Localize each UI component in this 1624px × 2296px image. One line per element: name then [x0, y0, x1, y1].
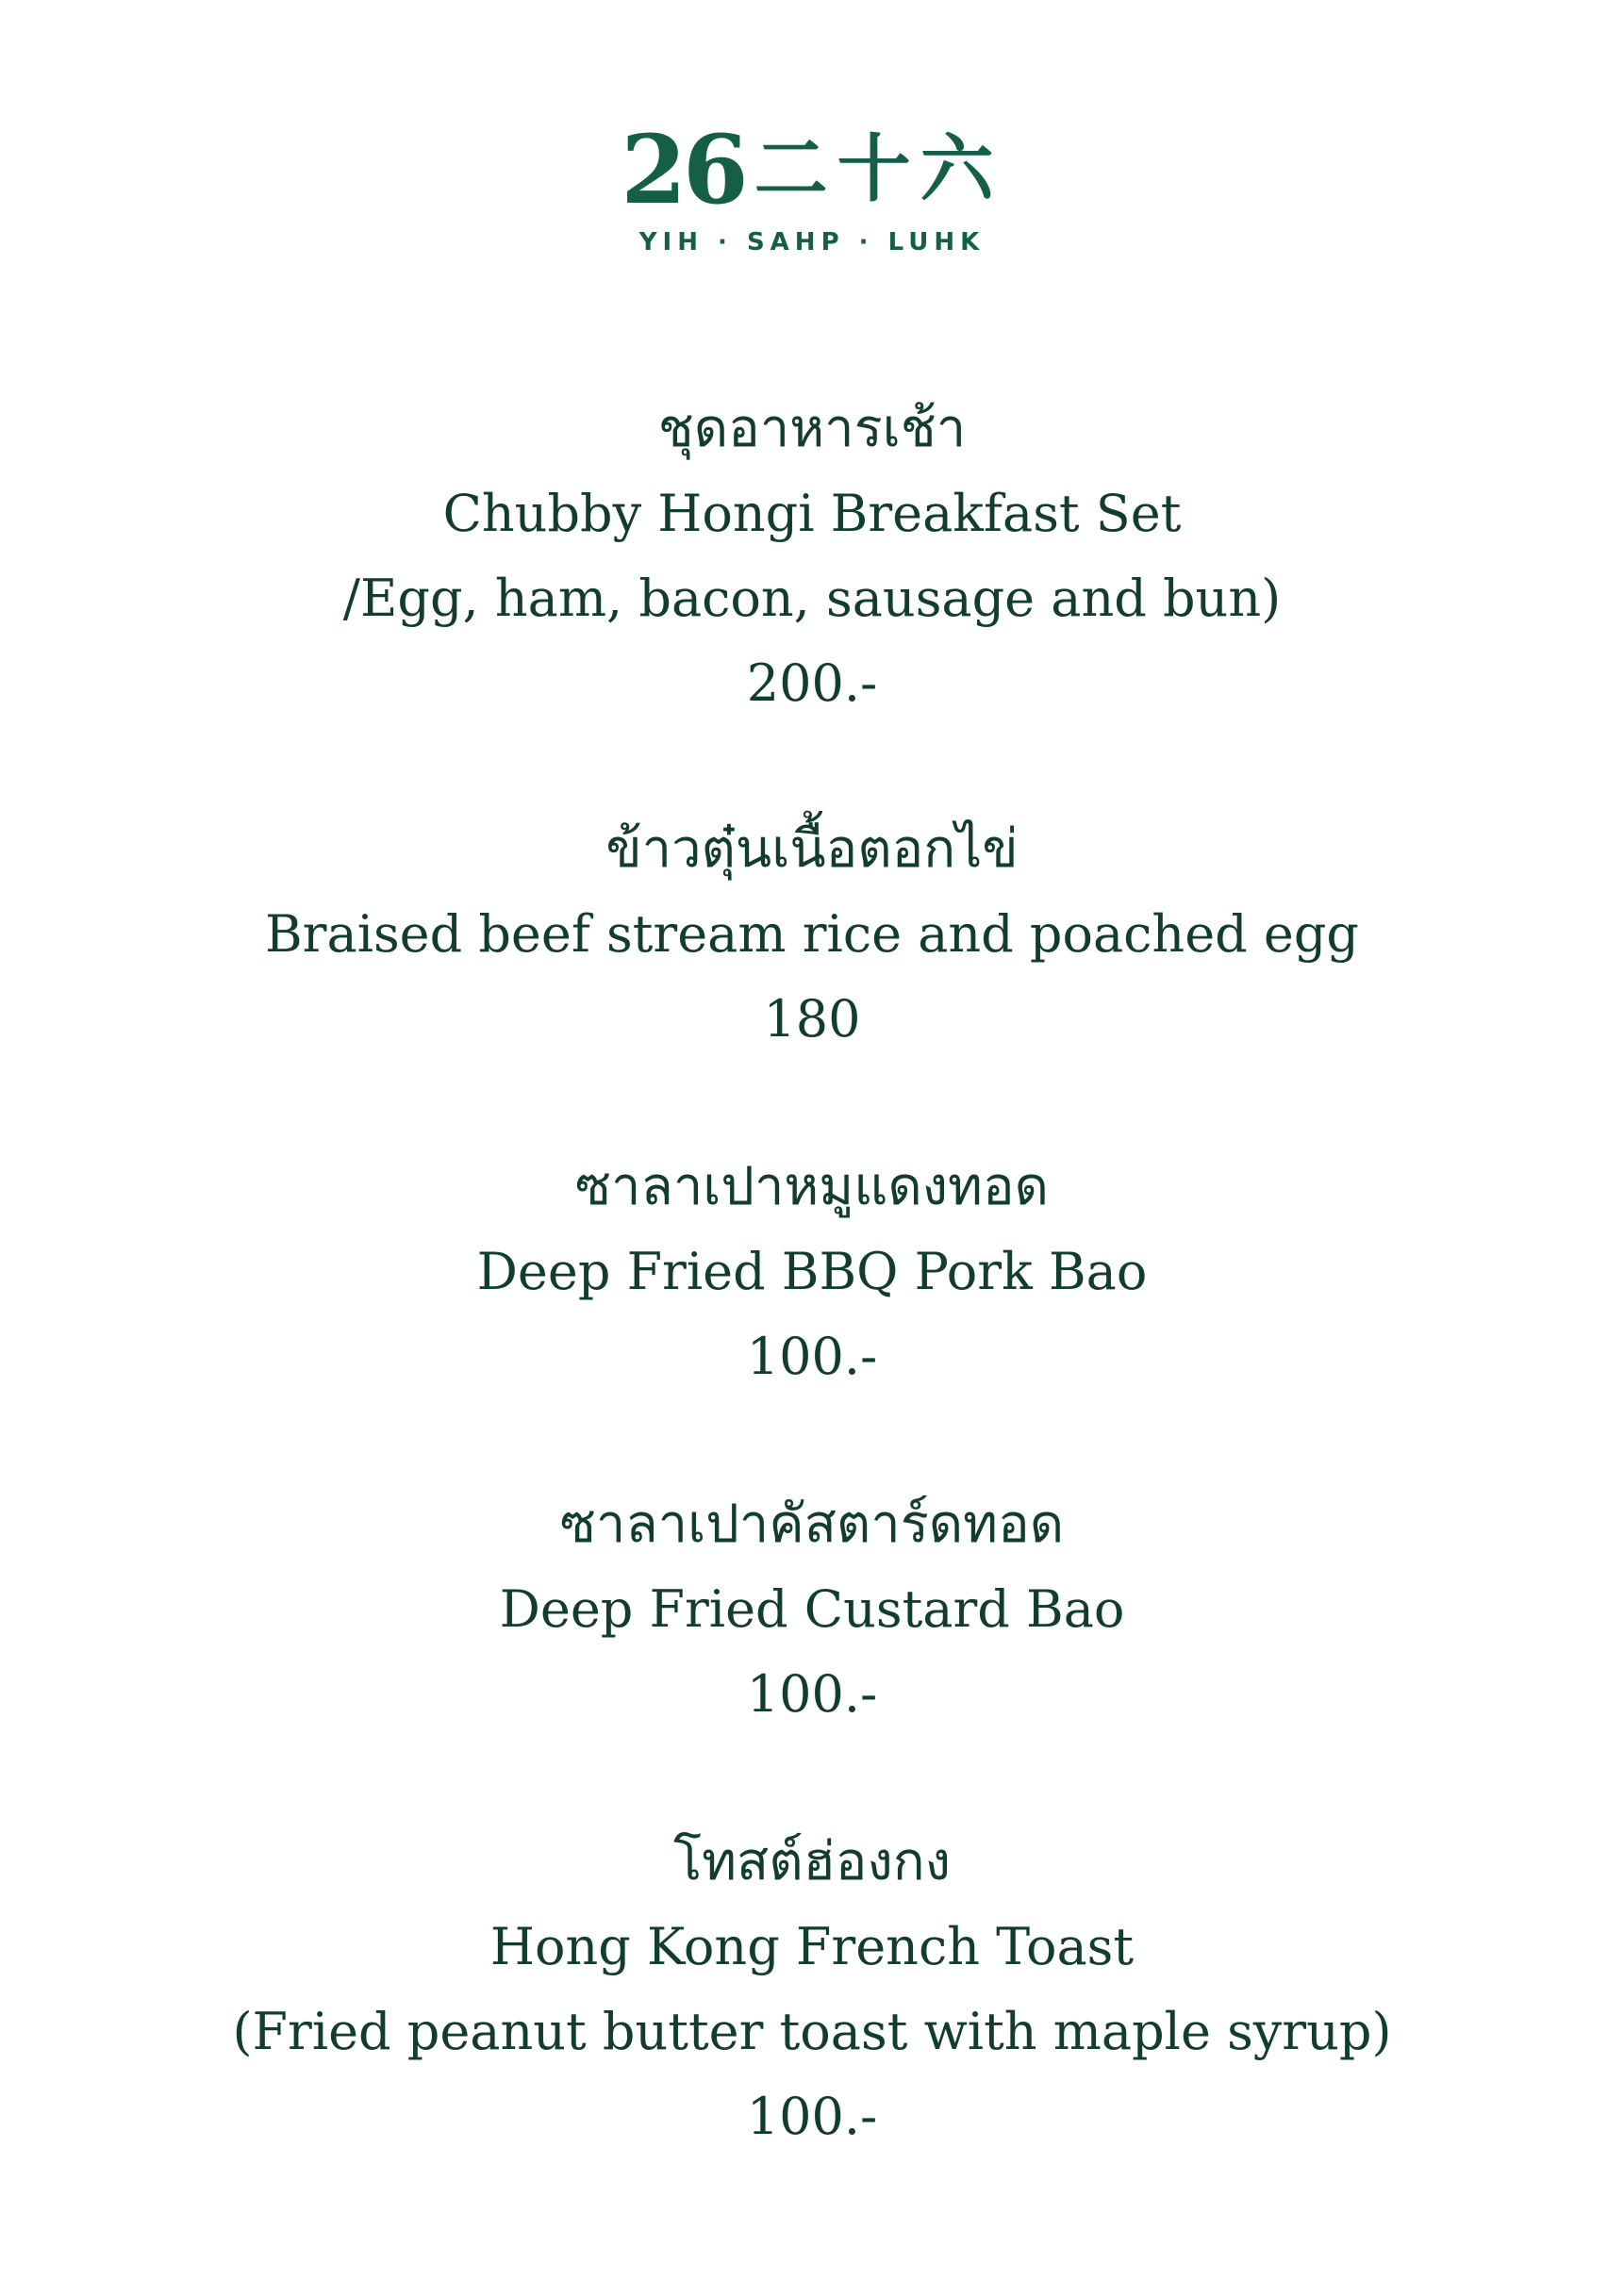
menu-item-thai-name: โทสต์ฮ่องกง	[673, 1831, 951, 1892]
menu-item-english-name: Deep Fried BBQ Pork Bao	[476, 1242, 1148, 1301]
menu-item-price: 100.-	[746, 2087, 878, 2146]
menu-item-price: 100.-	[746, 1664, 878, 1724]
menu-item-english-name: Braised beef stream rice and poached egg	[265, 904, 1359, 964]
logo-subtitle: YIH · SAHP · LUHK	[638, 228, 986, 256]
logo-mark	[621, 114, 1003, 225]
menu-item-english-name: Hong Kong French Toast	[489, 1917, 1135, 1976]
menu-item-custard-bao	[0, 1482, 1624, 1737]
menu-item-thai-name: ข้าวตุ๋นเนื้อตอกไข่	[605, 818, 1019, 880]
menu-item-thai-name: ซาลาเปาหมูแดงทอด	[575, 1156, 1049, 1217]
menu-item-thai-name: ซาลาเปาคัสตาร์ดทอด	[559, 1494, 1065, 1555]
menu-item-english-name: Deep Fried Custard Bao	[499, 1579, 1125, 1639]
menu-item-price: 200.-	[746, 653, 878, 713]
menu-item-english-name: Chubby Hongi Breakfast Set	[442, 484, 1182, 543]
menu-item-price: 100.-	[746, 1327, 878, 1386]
menu-item-hong-kong-french-toast	[0, 1820, 1624, 2159]
logo-chinese-characters: 二十六	[754, 127, 1003, 212]
restaurant-logo	[0, 114, 1624, 256]
logo-number: 26	[621, 114, 745, 225]
menu-item-braised-beef-rice	[0, 807, 1624, 1062]
menu-item-breakfast-set	[0, 387, 1624, 726]
menu-item-description: /Egg, ham, bacon, sausage and bun)	[342, 569, 1282, 628]
menu-item-description: (Fried peanut butter toast with maple syrup)	[232, 2002, 1392, 2061]
menu-item-bbq-pork-bao	[0, 1145, 1624, 1399]
menu-item-thai-name: ชุดอาหารเช้า	[657, 398, 967, 459]
menu-item-price: 180	[763, 989, 861, 1049]
